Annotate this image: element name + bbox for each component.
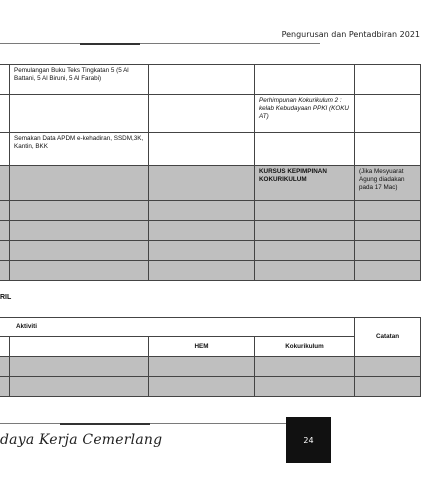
table-cell-date (0, 166, 10, 201)
table-cell-empty (149, 65, 255, 95)
table-cell-kokurikulum: KURSUS KEPIMPINAN KOKURIKULUM (255, 166, 355, 201)
column-header-hem: HEM (149, 337, 255, 357)
table-cell-empty (149, 133, 255, 166)
section-month-label: RIL (0, 294, 12, 301)
table-cell-activity (10, 95, 149, 133)
page-header-title: Pengurusan dan Pentadbiran 2021 (281, 30, 420, 39)
table-cell-date (0, 133, 10, 166)
table-row (0, 166, 421, 201)
table-row (0, 377, 421, 397)
table-cell-kokurikulum: Perhimpunan Kokurikulum 2 : kelab Kebudayaan PPKI (KOKU AT) (255, 95, 355, 133)
header-divider (0, 43, 320, 44)
table-row (0, 261, 421, 281)
table-cell-date (0, 65, 10, 95)
table-row (0, 201, 421, 221)
footer-divider (0, 423, 300, 424)
table-row (0, 133, 421, 166)
footer-motto: daya Kerja Cemerlang (0, 432, 163, 448)
table-cell-kokurikulum (255, 133, 355, 166)
table-cell-activity (10, 166, 149, 201)
table-cell-activity: Pemulangan Buku Teks Tingkatan 5 (5 Al Battani, 5 Al Biruni, 5 Al Farabi) (10, 65, 149, 95)
table-row (0, 65, 421, 95)
page-number: 24 (286, 417, 331, 463)
table-cell-note (355, 95, 421, 133)
table-row (0, 95, 421, 133)
table-cell-note (355, 133, 421, 166)
column-header-kokurikulum: Kokurikulum (255, 337, 355, 357)
table-cell-kokurikulum (255, 65, 355, 95)
table-cell-empty (149, 95, 255, 133)
table-cell-empty (149, 166, 255, 201)
footer-divider-accent (60, 423, 150, 425)
table-cell-activity: Semakan Data APDM e-kehadiran, SSDM,3K, Kantin, BKK (10, 133, 149, 166)
activity-table (0, 317, 421, 397)
table-row (0, 357, 421, 377)
table-row (0, 241, 421, 261)
table-row (0, 221, 421, 241)
table-cell-date (0, 95, 10, 133)
table-cell-note (355, 65, 421, 95)
table-cell-note: (Jika Mesyuarat Agung diadakan pada 17 Mac) (355, 166, 421, 201)
schedule-table (0, 64, 421, 281)
column-header-aktiviti: Aktiviti (0, 318, 355, 337)
table-header-row (0, 318, 421, 337)
column-header-catatan: Catatan (355, 318, 421, 357)
header-divider-accent (80, 43, 140, 45)
